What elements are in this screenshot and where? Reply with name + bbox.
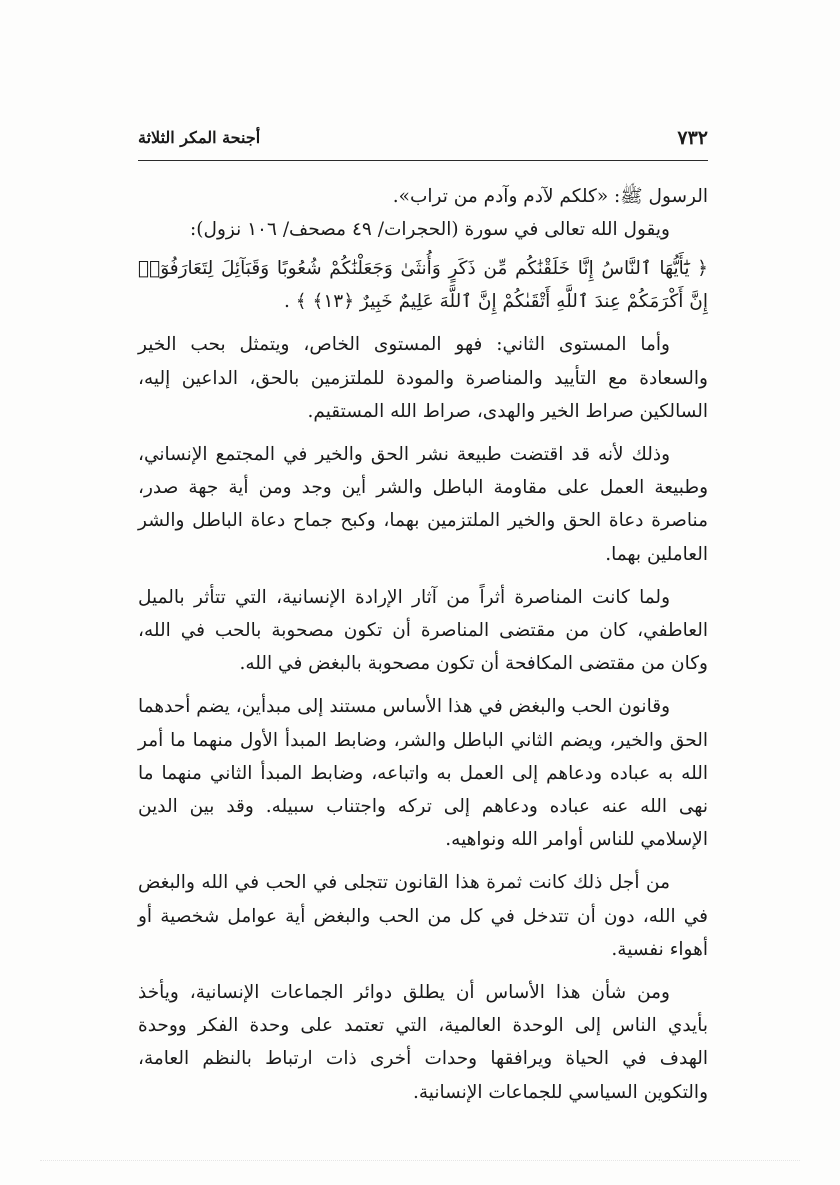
paragraph-surah-intro: ويقول الله تعالى في سورة (الحجرات/ ٤٩ مصحف/ ١٠٦ نزول): <box>190 219 670 241</box>
paragraph-support: ولما كانت المناصرة أثراً من آثار الإرادة الإنسانية، التي تتأثر بالميل العاطفي، كان من مقتضى المناصرة أن تكون مصحوبة بالحب في الله، وكان من مقتضى المكافحة أن تكون مصحوبة بالبغض في الله. <box>138 586 708 675</box>
scan-edge-line <box>40 1160 800 1161</box>
paragraph-unity: ومن شأن هذا الأساس أن يطلق دوائر الجماعات الإنسانية، ويأخذ بأيدي الناس إلى الوحدة العالمية، التي تعتمد على وحدة الفكر ووحدة الهدف في الحياة ويرافقها وحدات أخرى ذات ارتباط بالنظم العامة، والتكوين السياسي للجماعات الإنسانية. <box>138 982 708 1103</box>
paragraph-second-level: وأما المستوى الثاني: فهو المستوى الخاص، ويتمثل بحب الخير والسعادة مع التأييد والمناصرة والمودة للملتزمين بالحق، الداعين إليه، السالكين صراط الخير والهدى، صراط الله المستقيم. <box>138 334 708 422</box>
header-rule <box>138 160 708 161</box>
paragraph-fruit: من أجل ذلك كانت ثمرة هذا القانون تتجلى في الحب في الله والبغض في الله، دون أن تتدخل في كل من الحب والبغض أية عوامل شخصية أو أهواء نفسية. <box>138 872 708 960</box>
quran-verse: ﴿ يَٰٓأَيُّهَا ٱلنَّاسُ إِنَّا خَلَقْنَٰكُم مِّن ذَكَرٍ وَأُنثَىٰ وَجَعَلْنَٰكُمْ شُعُوبًا وَقَبَآئِلَ لِتَعَارَفُوٓا۟ إِنَّ أَكْرَمَكُمْ عِندَ ٱللَّهِ أَتْقَىٰكُمْ إِنَّ ٱللَّهَ عَلِيمٌ خَبِيرٌ ﴿١٣﴾ ﴾ . <box>138 258 708 313</box>
paragraph-law: وقانون الحب والبغض في هذا الأساس مستند إلى مبدأين، يضم أحدهما الحق والخير، ويضم الثاني الباطل والشر، وضابط المبدأ الأول منهما ما أمر الله به عباده ودعاهم إلى العمل به واتباعه، وضابط المبدأ الثاني منهما ما نهى الله عنه عباده ودعاهم إلى تركه واجتناب سبيله. وقد بين الدين الإسلامي للناس أوامر الله ونواهيه. <box>138 696 708 851</box>
page-header <box>138 125 708 155</box>
paragraph-hadith: الرسول ﷺ: «كلكم لآدم وآدم من تراب». <box>392 186 708 207</box>
page-number: ٧٣٢ <box>677 127 708 149</box>
page-body <box>138 180 708 1109</box>
running-title: أجنحة المكر الثلاثة <box>138 128 261 147</box>
paragraph-nature: وذلك لأنه قد اقتضت طبيعة نشر الحق والخير في المجتمع الإنساني، وطبيعة العمل على مقاومة الباطل والشر أين وجد ومن أية جهة صدر، مناصرة دعاة الحق والخير الملتزمين بهما، وكبح جماح دعاة الباطل والشر العاملين بهما. <box>138 444 708 565</box>
